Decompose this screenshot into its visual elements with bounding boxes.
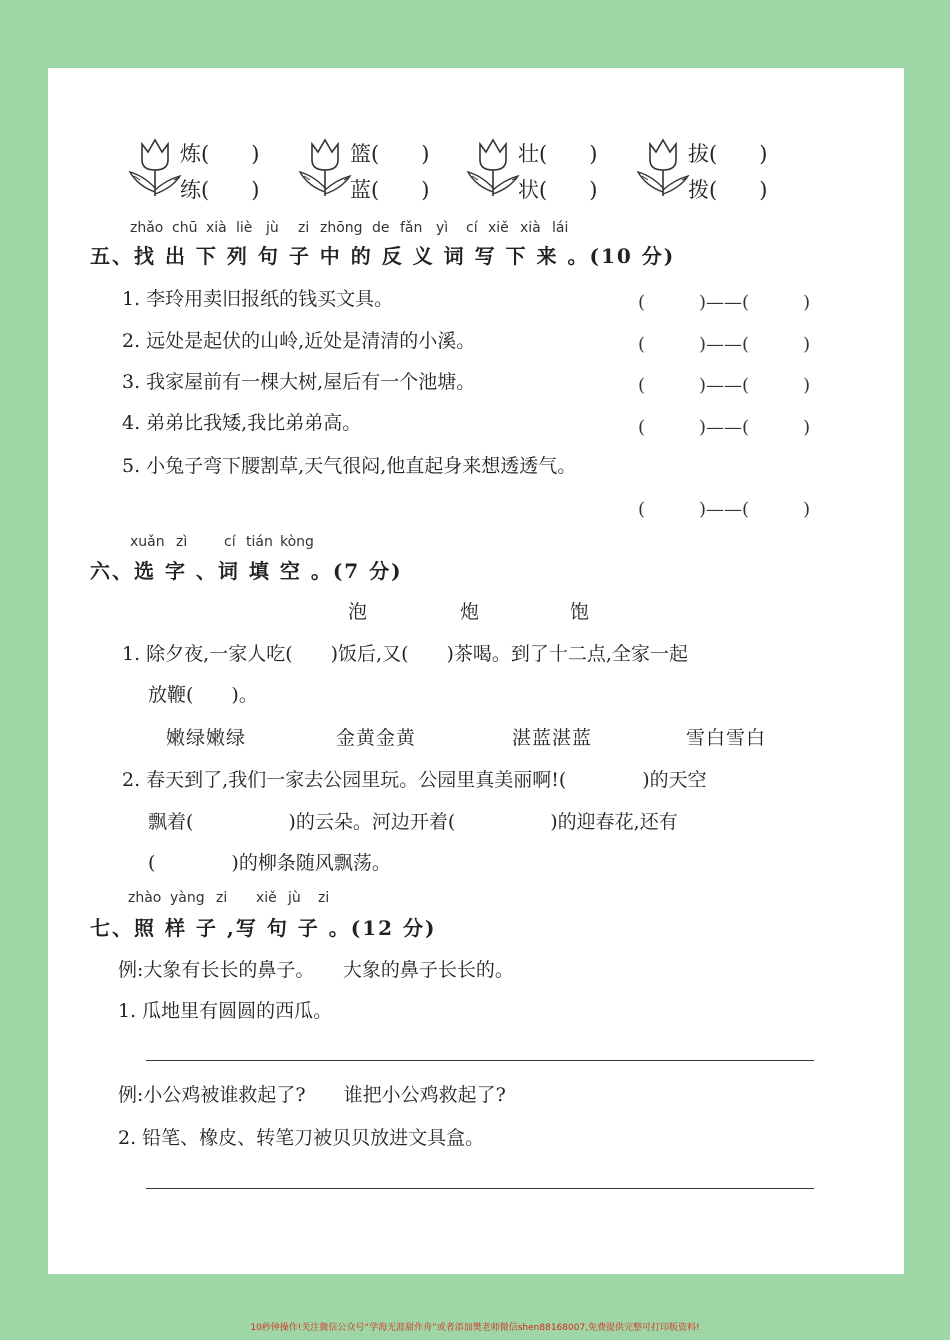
pinyin-syllable: xià	[520, 220, 541, 236]
footer-notice: 10秒钟操作!关注微信公众号“学海无涯甜作舟”或者添加樊老师微信shen88168007,免费提供完整可打印版资料!	[250, 1323, 700, 1333]
pinyin-syllable: cí	[466, 220, 478, 236]
word-option-4: 雪白雪白	[686, 727, 767, 749]
pinyin-syllable: xiě	[256, 890, 277, 906]
pinyin-syllable: zi	[298, 220, 310, 236]
tulip-icon	[128, 136, 182, 198]
word-option-2: 金黄金黄	[336, 727, 417, 749]
section5-item-2: 2. 远处是起伏的山岭,近处是清清的小溪。	[122, 330, 476, 352]
word-option-3: 湛蓝湛蓝	[512, 727, 593, 749]
answer-blank-3: ( )——( )	[638, 375, 811, 396]
answer-blank-5: ( )——( )	[638, 499, 811, 520]
answer-blank-1: ( )——( )	[638, 292, 811, 313]
pinyin-syllable: de	[372, 220, 390, 236]
tulip-icon	[298, 136, 352, 198]
word-pair-top: 壮( )	[518, 142, 598, 166]
pinyin-syllable: lái	[552, 220, 569, 236]
pinyin-syllable: chū	[172, 220, 198, 236]
pinyin-syllable: zhōng	[320, 220, 363, 236]
pinyin-syllable: zi	[318, 890, 330, 906]
section5-item-3: 3. 我家屋前有一棵大树,屋后有一个池塘。	[122, 371, 476, 393]
section7-example-2: 例:小公鸡被谁救起了? 谁把小公鸡救起了?	[118, 1084, 506, 1106]
pinyin-syllable: xiě	[488, 220, 509, 236]
word-pair-bottom: 拨( )	[688, 178, 768, 202]
char-option-1: 泡	[348, 601, 369, 623]
section7-item-2: 2. 铅笔、橡皮、转笔刀被贝贝放进文具盒。	[118, 1127, 485, 1149]
pinyin-syllable: kòng	[280, 534, 314, 550]
tulip-icon	[636, 136, 690, 198]
pinyin-syllable: zì	[176, 534, 188, 550]
answer-line-2	[146, 1188, 814, 1189]
answer-blank-4: ( )——( )	[638, 417, 811, 438]
section6-item1-line2: 放鞭( )。	[148, 684, 258, 706]
section6-heading: 六、选 字 、词 填 空 。(7 分)	[90, 559, 403, 583]
pinyin-syllable: tián	[246, 534, 273, 550]
word-pair-bottom: 状( )	[518, 178, 598, 202]
char-option-2: 炮	[460, 601, 481, 623]
pinyin-syllable: jù	[288, 890, 301, 906]
pinyin-syllable: liè	[236, 220, 253, 236]
section5-item-1: 1. 李玲用卖旧报纸的钱买文具。	[122, 288, 394, 310]
pinyin-syllable: yì	[436, 220, 449, 236]
pinyin-syllable: xià	[206, 220, 227, 236]
answer-line-1	[146, 1060, 814, 1061]
section7-example-1: 例:大象有长长的鼻子。 大象的鼻子长长的。	[118, 959, 514, 981]
section7-heading: 七、照 样 子 ,写 句 子 。(12 分)	[90, 916, 437, 940]
section5-item-5: 5. 小兔子弯下腰割草,天气很闷,他直起身来想透透气。	[122, 455, 577, 477]
section6-item2-line1: 2. 春天到了,我们一家去公园里玩。公园里真美丽啊!( )的天空	[122, 769, 707, 791]
word-pair-top: 篮( )	[350, 142, 430, 166]
pinyin-syllable: yàng	[170, 890, 205, 906]
section6-item1-line1: 1. 除夕夜,一家人吃( )饭后,又( )茶喝。到了十二点,全家一起	[122, 643, 688, 665]
pinyin-syllable: fǎn	[400, 220, 423, 236]
worksheet-page	[48, 68, 904, 1274]
section5-item-4: 4. 弟弟比我矮,我比弟弟高。	[122, 412, 362, 434]
section6-item2-line2: 飘着( )的云朵。河边开着( )的迎春花,还有	[148, 811, 678, 833]
pinyin-syllable: zhǎo	[130, 220, 164, 236]
pinyin-syllable: zhào	[128, 890, 162, 906]
pinyin-syllable: zi	[216, 890, 228, 906]
section5-heading: 五、找 出 下 列 句 子 中 的 反 义 词 写 下 来 。(10 分)	[90, 244, 676, 268]
word-pair-top: 炼( )	[180, 142, 260, 166]
pinyin-syllable: jù	[266, 220, 279, 236]
section6-item2-line3: ( )的柳条随风飘荡。	[148, 852, 391, 874]
tulip-icon	[466, 136, 520, 198]
char-option-3: 饱	[570, 601, 591, 623]
word-pair-bottom: 蓝( )	[350, 178, 430, 202]
word-pair-top: 拔( )	[688, 142, 768, 166]
pinyin-syllable: xuǎn	[130, 534, 165, 550]
word-pair-bottom: 练( )	[180, 178, 260, 202]
answer-blank-2: ( )——( )	[638, 334, 811, 355]
pinyin-syllable: cí	[224, 534, 236, 550]
section7-item-1: 1. 瓜地里有圆圆的西瓜。	[118, 1000, 333, 1022]
word-option-1: 嫩绿嫩绿	[166, 727, 247, 749]
